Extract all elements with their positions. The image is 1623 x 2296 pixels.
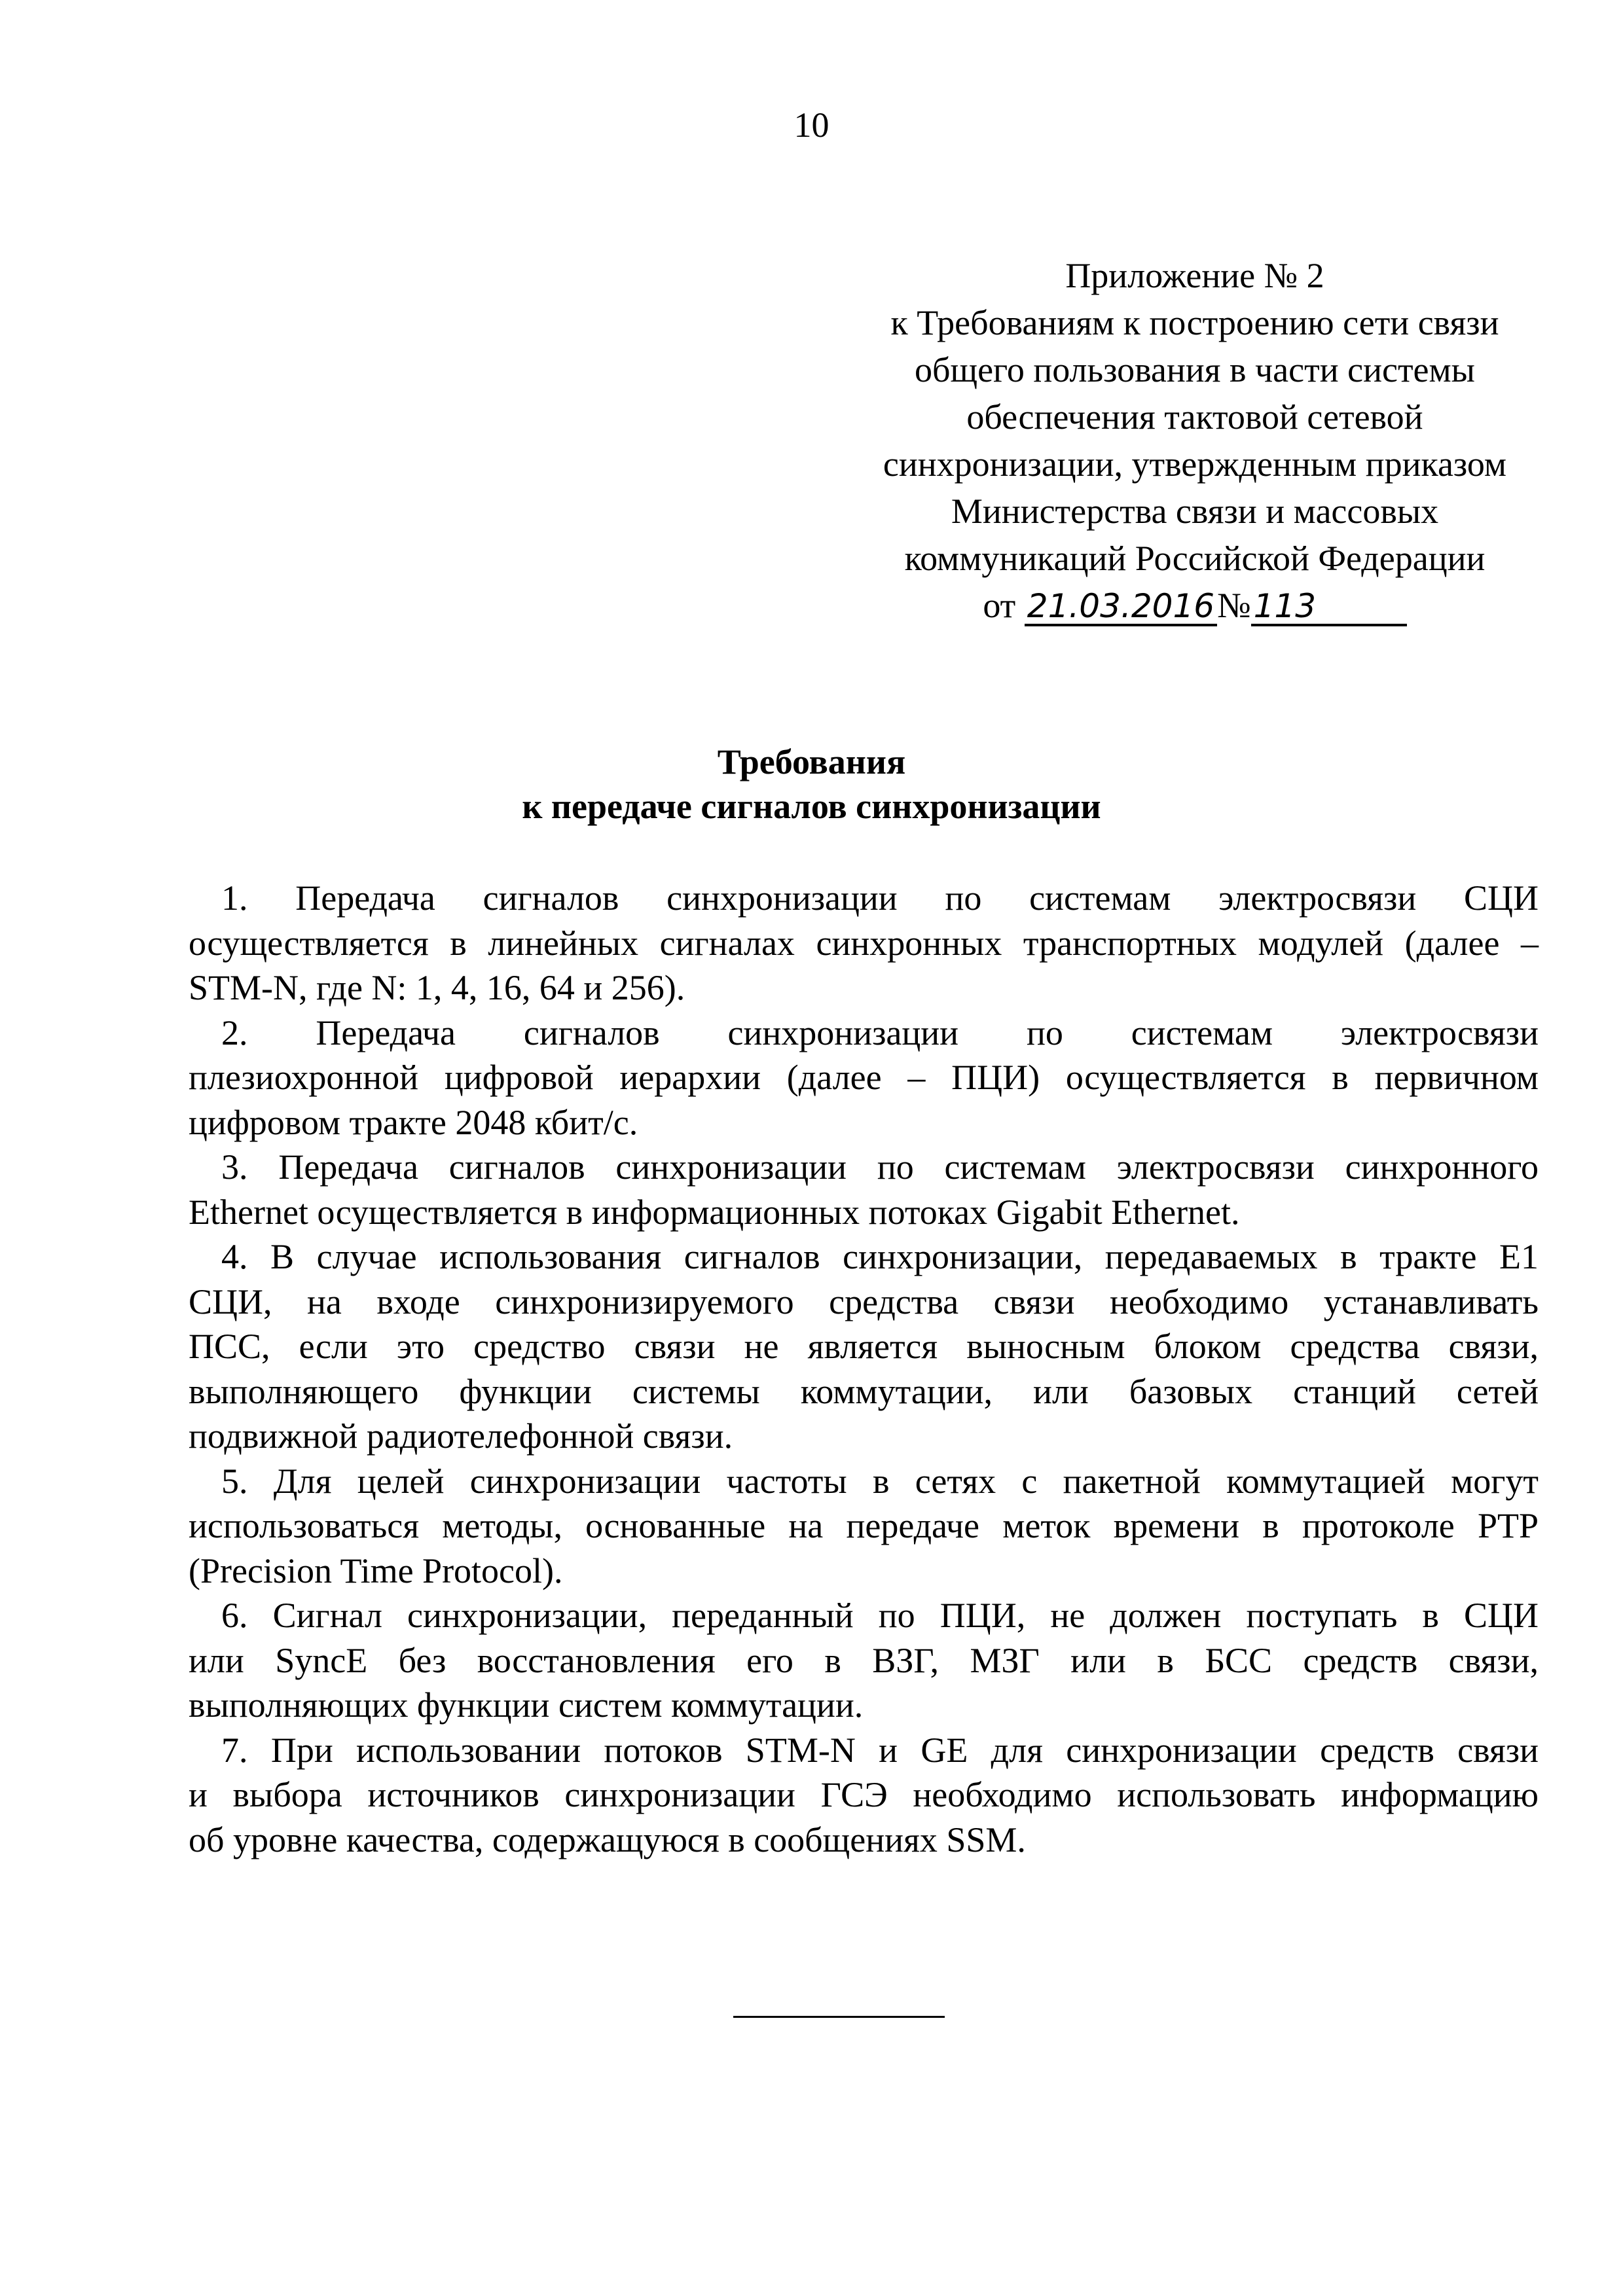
paragraph-line: 3. Передача сигналов синхронизации по системам электросвязи синхронного bbox=[221, 1147, 1539, 1187]
paragraph bbox=[189, 1593, 1539, 1728]
paragraph-line: осуществляется в линейных сигналах синхронных транспортных модулей (далее – bbox=[189, 923, 1539, 963]
document-body bbox=[189, 876, 1539, 1862]
appendix-line: обеспечения тактовой сетевой bbox=[966, 397, 1423, 437]
date-prefix: от bbox=[983, 586, 1016, 625]
appendix-line: Министерства связи и массовых bbox=[951, 492, 1439, 531]
paragraph-line: Ethernet осуществляется в информационных потоках Gigabit Ethernet. bbox=[189, 1192, 1240, 1232]
paragraph-line: STM-N, где N: 1, 4, 16, 64 и 256). bbox=[189, 968, 685, 1007]
paragraph-line: 5. Для целей синхронизации частоты в сетях с пакетной коммутацией могут bbox=[221, 1461, 1539, 1501]
paragraph bbox=[189, 1011, 1539, 1145]
appendix-header bbox=[845, 252, 1545, 629]
paragraph-line: 1. Передача сигналов синхронизации по системам электросвязи СЦИ bbox=[221, 878, 1539, 918]
title-line-2: к передаче сигналов синхронизации bbox=[522, 787, 1101, 826]
paragraph bbox=[189, 876, 1539, 1011]
number-sign: № bbox=[1217, 586, 1251, 625]
end-divider bbox=[733, 2016, 945, 2018]
appendix-line: Приложение № 2 bbox=[1065, 256, 1324, 295]
handwritten-date: 21.03.2016 bbox=[1025, 588, 1217, 626]
paragraph-line: СЦИ, на входе синхронизируемого средства связи необходимо устанавливать bbox=[189, 1282, 1539, 1321]
paragraph bbox=[189, 1728, 1539, 1863]
paragraph-line: плезиохронной цифровой иерархии (далее – ПЦИ) осуществляется в первичном bbox=[189, 1058, 1539, 1097]
approval-line bbox=[845, 582, 1545, 629]
appendix-line: к Требованиям к построению сети связи bbox=[890, 303, 1499, 342]
appendix-line: общего пользования в части системы bbox=[915, 350, 1475, 389]
handwritten-number: 113 bbox=[1251, 588, 1407, 626]
paragraph bbox=[189, 1459, 1539, 1594]
paragraph-line: об уровне качества, содержащуюся в сообщениях SSM. bbox=[189, 1820, 1026, 1859]
paragraph-line: ПСС, если это средство связи не является выносным блоком средства связи, bbox=[189, 1327, 1539, 1366]
paragraph bbox=[189, 1145, 1539, 1234]
page-number: 10 bbox=[793, 105, 830, 145]
title-line-1: Требования bbox=[717, 742, 906, 781]
paragraph-line: 7. При использовании потоков STM-N и GE для синхронизации средств связи bbox=[221, 1730, 1539, 1770]
paragraph bbox=[189, 1234, 1539, 1459]
paragraph-line: 2. Передача сигналов синхронизации по системам электросвязи bbox=[221, 1013, 1539, 1052]
paragraph-line: выполняющих функции систем коммутации. bbox=[189, 1685, 864, 1725]
paragraph-line: цифровом тракте 2048 кбит/с. bbox=[189, 1102, 638, 1142]
paragraph-line: 4. В случае использования сигналов синхронизации, передаваемых в тракте E1 bbox=[221, 1237, 1539, 1276]
paragraph-line: выполняющего функции системы коммутации, или базовых станций сетей bbox=[189, 1371, 1539, 1411]
paragraph-line: 6. Сигнал синхронизации, переданный по ПЦИ, не должен поступать в СЦИ bbox=[221, 1596, 1539, 1635]
appendix-line: коммуникаций Российской Федерации bbox=[904, 539, 1486, 578]
appendix-line: синхронизации, утвержденным приказом bbox=[883, 444, 1507, 484]
paragraph-line: или SyncE без восстановления его в ВЗГ, МЗГ или в БСС средств связи, bbox=[189, 1640, 1539, 1680]
paragraph-line: и выбора источников синхронизации ГСЭ необходимо использовать информацию bbox=[189, 1775, 1539, 1814]
paragraph-line: (Precision Time Protocol). bbox=[189, 1551, 563, 1590]
paragraph-line: использоваться методы, основанные на передаче меток времени в протоколе PTP bbox=[189, 1506, 1539, 1545]
document-title bbox=[0, 740, 1623, 829]
appendix-lines bbox=[845, 252, 1545, 582]
paragraph-line: подвижной радиотелефонной связи. bbox=[189, 1416, 733, 1456]
